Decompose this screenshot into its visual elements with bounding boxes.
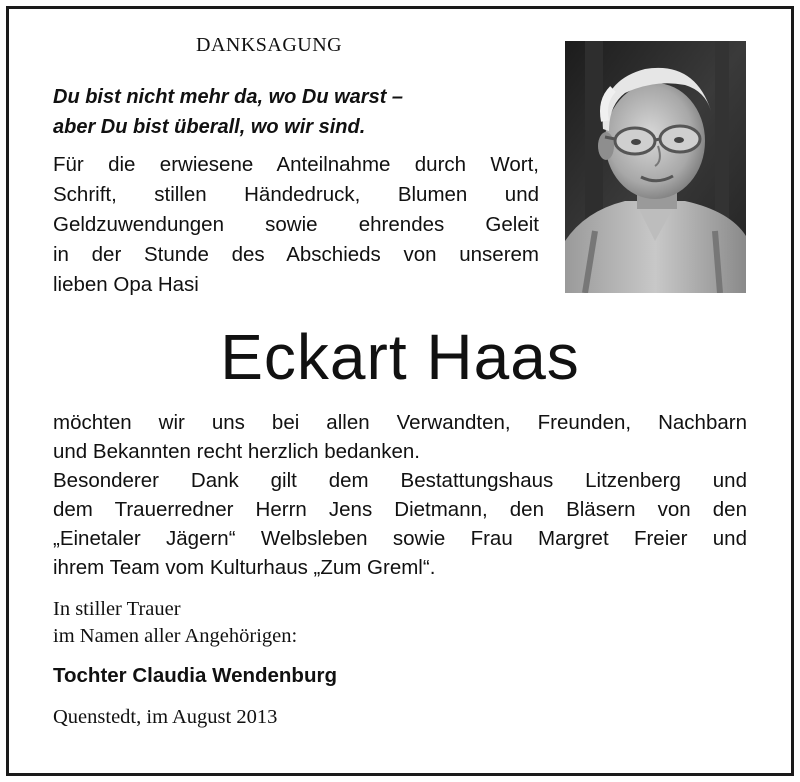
thanks-text <box>53 408 747 582</box>
intro-line: Für die erwiesene Anteilnahme durch Wort, <box>53 153 539 176</box>
intro-line: Schrift, stillen Händedruck, Blumen und <box>53 183 539 206</box>
portrait-photo <box>565 41 746 293</box>
intro-line: lieben Opa Hasi <box>53 273 199 296</box>
portrait-image <box>565 41 746 293</box>
motto <box>53 82 403 142</box>
thanks-line: ihrem Team vom Kulturhaus „Zum Greml“. <box>53 556 436 579</box>
intro-line: in der Stunde des Abschieds von unserem <box>53 243 539 266</box>
signer-name: Tochter Claudia Wendenburg <box>53 664 337 687</box>
thanks-line: „Einetaler Jägern“ Welbsleben sowie Frau Margret Freier und <box>53 527 747 550</box>
deceased-name: Eckart Haas <box>220 321 580 393</box>
motto-line: Du bist nicht mehr da, wo Du warst – <box>53 86 404 108</box>
thanks-line: und Bekannten recht herzlich bedanken. <box>53 440 420 463</box>
thanks-line: möchten wir uns bei allen Verwandten, Freunden, Nachbarn <box>53 411 747 434</box>
intro-text <box>53 150 539 300</box>
thanks-line: dem Trauerredner Herrn Jens Dietmann, den Bläsern von den <box>53 498 747 521</box>
intro-line: Geldzuwendungen sowie ehrendes Geleit <box>53 213 539 236</box>
notice-heading: DANKSAGUNG <box>196 34 343 56</box>
closing-line: In stiller Trauer <box>53 598 181 620</box>
motto-line: aber Du bist überall, wo wir sind. <box>53 116 366 138</box>
thanks-line: Besonderer Dank gilt dem Bestattungshaus Litzenberg und <box>53 469 747 492</box>
place-date: Quenstedt, im August 2013 <box>53 706 278 728</box>
closing-line: im Namen aller Angehörigen: <box>53 625 298 647</box>
closing-text <box>53 596 297 650</box>
